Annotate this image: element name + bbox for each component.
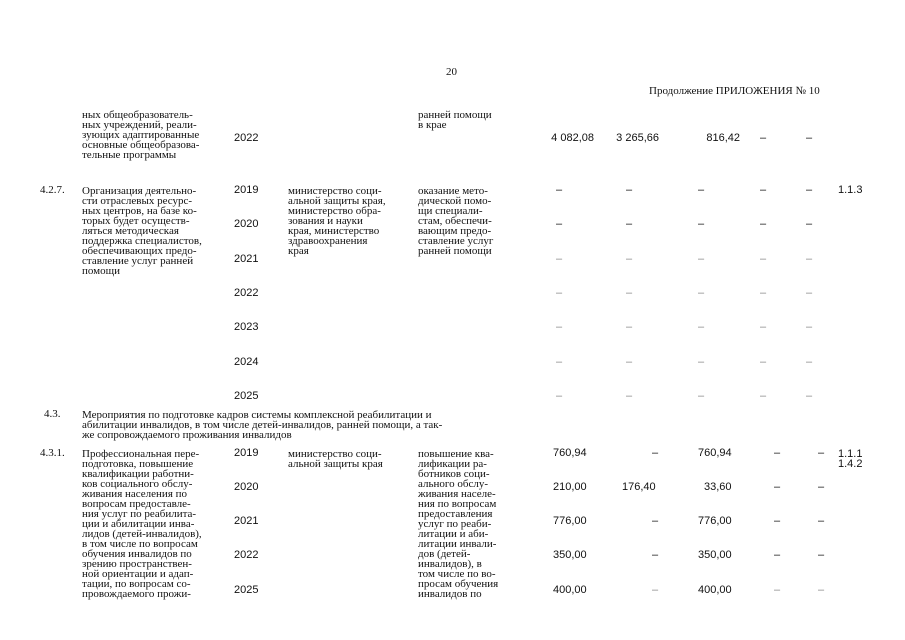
federal-cell: – <box>652 549 659 561</box>
year-cell: 2019 <box>234 184 259 196</box>
regional-cell: 760,94 <box>698 447 732 459</box>
appendix-continuation: Продолжение ПРИЛОЖЕНИЯ № 10 <box>649 85 820 97</box>
total-cell: 400,00 <box>553 584 587 596</box>
regional-cell: 816,42 <box>706 132 740 144</box>
dash-cell: – <box>760 253 767 265</box>
total-cell: 210,00 <box>553 481 587 493</box>
year-cell: 2022 <box>234 549 259 561</box>
local-cell: – <box>774 481 781 493</box>
section-title: Мероприятия по подготовке кадров системы комплексной реабилитации и абилитации инвалидов, в том числе детей-инвалидов, ранней помощи, а так- же сопровождаемого проживания инвалидов <box>82 409 443 441</box>
dash-cell: – <box>698 253 705 265</box>
total-cell: 760,94 <box>553 447 587 459</box>
row-code: 4.2.7. <box>40 184 65 196</box>
federal-cell: – <box>652 584 659 596</box>
dash-cell: – <box>626 356 633 368</box>
dash-cell: – <box>556 390 563 402</box>
dash-cell: – <box>806 356 813 368</box>
indicator-ref: 1.1.3 <box>838 184 863 196</box>
regional-cell: 33,60 <box>704 481 732 493</box>
dash-cell: – <box>556 321 563 333</box>
total-cell: 776,00 <box>553 515 587 527</box>
executor-cell: министерство соци- альной защиты края, министерство обра- зования и науки края, министерство здравоохранения края <box>288 185 386 257</box>
year-cell: 2022 <box>234 287 259 299</box>
federal-cell: 176,40 <box>622 481 656 493</box>
year-cell: 2019 <box>234 447 259 459</box>
dash-cell: – <box>626 390 633 402</box>
executor-cell: министерство соци- альной защиты края <box>288 448 383 470</box>
total-cell: 350,00 <box>553 549 587 561</box>
regional-cell: 776,00 <box>698 515 732 527</box>
activity-description: ных общеобразователь- ных учреждений, реали- зующих адаптированные основные общеобразова- тельные программы <box>82 109 200 161</box>
dash-cell: – <box>698 321 705 333</box>
local-cell: – <box>774 584 781 596</box>
year-cell: 2020 <box>234 481 259 493</box>
dash-cell: – <box>626 253 633 265</box>
expected-result: оказание мето- дической помо- щи специали- стам, обеспечи- вающим предо- ставление услуг ранней помощи <box>418 185 494 257</box>
row-code: 4.3.1. <box>40 447 65 459</box>
federal-cell: 3 265,66 <box>616 132 659 144</box>
year-cell: 2021 <box>234 515 259 527</box>
regional-cell: 350,00 <box>698 549 732 561</box>
regional-cell: 400,00 <box>698 584 732 596</box>
dash-cell: – <box>626 184 633 196</box>
expected-result: ранней помощи в крае <box>418 109 492 131</box>
dash-cell: – <box>698 390 705 402</box>
other-cell: – <box>818 481 825 493</box>
dash-cell: – <box>806 253 813 265</box>
dash-cell: – <box>626 218 633 230</box>
dash-cell: – <box>806 321 813 333</box>
dash-cell: – <box>806 390 813 402</box>
indicator-ref: 1.1.1 1.4.2 <box>838 448 863 470</box>
expected-result: повышение ква- лификации ра- ботников соци- ального обслу- живания населе- ния по вопросам предоставления услуг по реаби- литации и аби- литации инвали- дов (детей- инвалидов), в том числе по во- просам обучения инвалидов по <box>418 448 499 600</box>
dash-cell: – <box>760 218 767 230</box>
year-cell: 2022 <box>234 132 259 144</box>
activity-description: Организация деятельно- сти отраслевых ресурс- ных центров, на базе ко- торых будет осуществ- ляться методическая поддержка специалистов, обеспечивающих предо- ставление услуг ранней помощи <box>82 185 202 277</box>
dash-cell: – <box>698 218 705 230</box>
year-cell: 2025 <box>234 584 259 596</box>
dash-cell: – <box>760 356 767 368</box>
local-cell: – <box>760 132 767 144</box>
page-number: 20 <box>446 66 457 78</box>
dash-cell: – <box>556 356 563 368</box>
other-cell: – <box>818 515 825 527</box>
dash-cell: – <box>760 390 767 402</box>
year-cell: 2024 <box>234 356 259 368</box>
total-cell: 4 082,08 <box>551 132 594 144</box>
dash-cell: – <box>698 184 705 196</box>
local-cell: – <box>774 549 781 561</box>
dash-cell: – <box>760 287 767 299</box>
other-cell: – <box>806 132 813 144</box>
federal-cell: – <box>652 447 659 459</box>
year-cell: 2023 <box>234 321 259 333</box>
activity-description: Профессиональная пере- подготовка, повышение квалификации работни- ков социального обслу- живания населения по вопросам предоставле- ния услуг по реабилита- ции и абилитации инва- лидов (детей-инвалидов), в том числе по вопросам обучения инвалидов по зрению пространствен- ной ориентации и адап- тации, по вопросам со- провождаемого прожи- <box>82 448 202 600</box>
dash-cell: – <box>556 287 563 299</box>
year-cell: 2020 <box>234 218 259 230</box>
dash-cell: – <box>806 184 813 196</box>
other-cell: – <box>818 447 825 459</box>
dash-cell: – <box>760 184 767 196</box>
dash-cell: – <box>806 218 813 230</box>
dash-cell: – <box>698 356 705 368</box>
dash-cell: – <box>556 218 563 230</box>
year-cell: 2025 <box>234 390 259 402</box>
dash-cell: – <box>806 287 813 299</box>
dash-cell: – <box>626 287 633 299</box>
section-code: 4.3. <box>44 408 61 420</box>
other-cell: – <box>818 549 825 561</box>
dash-cell: – <box>556 184 563 196</box>
dash-cell: – <box>760 321 767 333</box>
local-cell: – <box>774 447 781 459</box>
dash-cell: – <box>698 287 705 299</box>
dash-cell: – <box>556 253 563 265</box>
year-cell: 2021 <box>234 253 259 265</box>
local-cell: – <box>774 515 781 527</box>
dash-cell: – <box>626 321 633 333</box>
federal-cell: – <box>652 515 659 527</box>
other-cell: – <box>818 584 825 596</box>
